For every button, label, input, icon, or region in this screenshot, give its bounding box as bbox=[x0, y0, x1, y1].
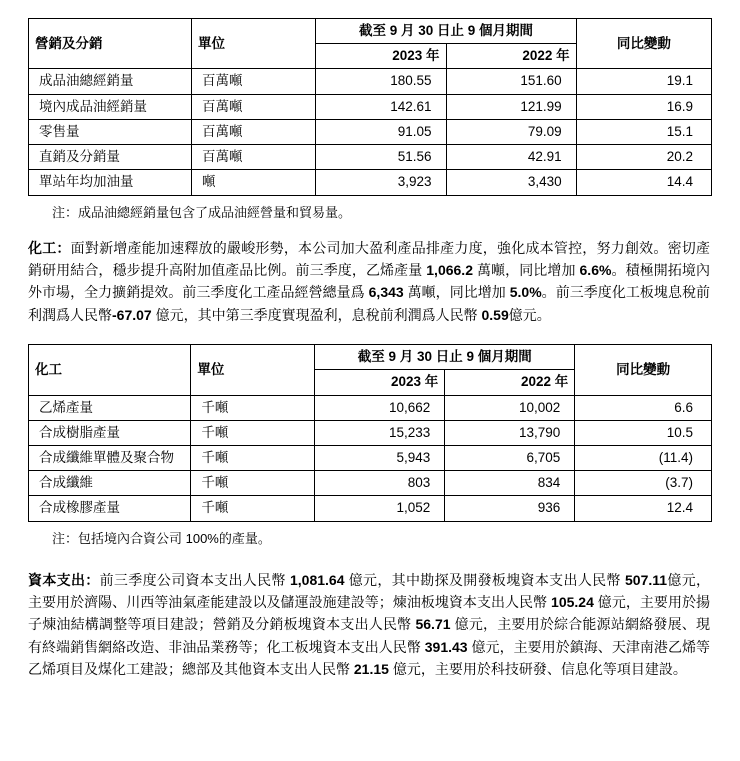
table-header-row bbox=[29, 345, 712, 370]
chem-line4a: 三季度化工板塊息稅前利潤爲人民幣 bbox=[28, 284, 711, 323]
row-label: 合成纖維單體及聚合物 bbox=[29, 445, 191, 470]
chem-line2c: 萬噸，同比增加 bbox=[472, 261, 580, 278]
row-value-2022: 10,002 bbox=[445, 395, 575, 420]
row-unit: 百萬噸 bbox=[191, 94, 315, 119]
capex-marketing: 56.71 bbox=[415, 616, 451, 633]
row-value-2023: 91.05 bbox=[316, 119, 446, 144]
capex-line5c: 億元，主 bbox=[388, 661, 449, 678]
header-year-2023: 2023 年 bbox=[315, 370, 445, 395]
chem-line4c: 億元，其中第三季度實現盈利，息稅前利潤爲人民幣 bbox=[151, 306, 482, 323]
chem-line3c: 萬噸，同比增加 bbox=[403, 284, 510, 301]
row-unit: 百萬噸 bbox=[191, 69, 315, 94]
header-unit-label: 單位 bbox=[191, 345, 315, 395]
row-label: 境內成品油經銷量 bbox=[29, 94, 192, 119]
chemicals-lead: 化工： bbox=[28, 239, 71, 256]
row-value-2022: 6,705 bbox=[445, 445, 575, 470]
row-value-2023: 3,923 bbox=[316, 170, 446, 195]
header-period-label: 截至 9 月 30 日止 9 個月期間 bbox=[315, 345, 575, 370]
capex-line3a: 元，主要用於揚子煉油結構調整等項目建設；營銷及分銷板塊資本支出人民幣 bbox=[28, 594, 711, 633]
row-value-2023: 15,233 bbox=[315, 420, 445, 445]
row-change: 6.6 bbox=[575, 395, 712, 420]
chem-q3-ebit: 0.59 bbox=[481, 306, 509, 323]
row-label: 單站年均加油量 bbox=[29, 170, 192, 195]
row-change: (11.4) bbox=[575, 445, 712, 470]
row-unit: 千噸 bbox=[191, 395, 315, 420]
chem-line2a: 密切產銷研用結合，穩步提升高附加值產品比例。前三季度，乙烯產量 bbox=[28, 239, 711, 278]
row-label: 零售量 bbox=[29, 119, 192, 144]
chem-ebit: -67.07 bbox=[112, 306, 152, 323]
row-label: 乙烯產量 bbox=[29, 395, 191, 420]
chem-line3e: 。前 bbox=[541, 284, 570, 301]
chemicals-table-wrap bbox=[0, 344, 740, 522]
header-change-label: 同比變動 bbox=[576, 19, 711, 69]
capex-refining: 105.24 bbox=[551, 594, 594, 611]
chem-total-volume: 6,343 bbox=[368, 284, 404, 301]
row-label: 合成樹脂產量 bbox=[29, 420, 191, 445]
row-label: 成品油總經銷量 bbox=[29, 69, 192, 94]
capex-exploration: 507.11 bbox=[625, 571, 668, 588]
header-segment-label: 營銷及分銷 bbox=[29, 19, 192, 69]
header-year-2023: 2023 年 bbox=[316, 44, 446, 69]
chemicals-paragraph bbox=[0, 237, 740, 327]
row-change: 15.1 bbox=[576, 119, 711, 144]
chemicals-table bbox=[28, 344, 712, 522]
header-unit-label: 單位 bbox=[191, 19, 315, 69]
row-label: 直銷及分銷量 bbox=[29, 145, 192, 170]
row-label: 合成橡膠產量 bbox=[29, 496, 191, 521]
row-value-2023: 5,943 bbox=[315, 445, 445, 470]
row-value-2023: 1,052 bbox=[315, 496, 445, 521]
row-change: 14.4 bbox=[576, 170, 711, 195]
chemicals-table-note: 注：包括境內合資公司 100%的產量。 bbox=[52, 530, 271, 546]
chem-line5: 億元。 bbox=[508, 306, 551, 323]
table-row bbox=[29, 94, 712, 119]
chem-line1: 面對新增產能加速釋放的嚴峻形勢，本公司加大盈利產品排產力度，強化成本管控，努力創效。 bbox=[70, 239, 668, 256]
table-row bbox=[29, 471, 712, 496]
row-value-2022: 13,790 bbox=[445, 420, 575, 445]
spacer-before-table-2 bbox=[0, 326, 740, 344]
capex-paragraph bbox=[0, 569, 740, 681]
row-value-2022: 3,430 bbox=[446, 170, 576, 195]
table-row bbox=[29, 69, 712, 94]
row-value-2022: 151.60 bbox=[446, 69, 576, 94]
row-unit: 噸 bbox=[191, 170, 315, 195]
row-change: 12.4 bbox=[575, 496, 712, 521]
chem-line2e: 。 bbox=[611, 261, 626, 278]
table-row bbox=[29, 496, 712, 521]
row-change: 19.1 bbox=[576, 69, 711, 94]
capex-chemicals: 391.43 bbox=[424, 638, 468, 655]
capex-total: 1,081.64 bbox=[289, 571, 345, 588]
row-unit: 千噸 bbox=[191, 445, 315, 470]
marketing-distribution-table bbox=[28, 18, 712, 196]
row-change: 16.9 bbox=[576, 94, 711, 119]
capex-corporate: 21.15 bbox=[353, 661, 389, 678]
marketing-table-note: 注：成品油總經銷量包含了成品油經營量和貿易量。 bbox=[52, 204, 352, 220]
table-row bbox=[29, 145, 712, 170]
capex-lead: 資本支出： bbox=[28, 571, 100, 588]
header-year-2022: 2022 年 bbox=[445, 370, 575, 395]
row-unit: 千噸 bbox=[191, 471, 315, 496]
row-value-2023: 803 bbox=[315, 471, 445, 496]
capex-line6: 要用於科技研發、信息化等項目建設。 bbox=[448, 661, 687, 678]
row-label: 合成纖維 bbox=[29, 471, 191, 496]
header-change-label: 同比變動 bbox=[575, 345, 712, 395]
capex-line2c: 億 bbox=[593, 594, 612, 611]
row-unit: 千噸 bbox=[191, 420, 315, 445]
chem-ethylene-growth: 6.6% bbox=[579, 261, 612, 278]
row-value-2022: 834 bbox=[445, 471, 575, 496]
table-row bbox=[29, 395, 712, 420]
spacer-top bbox=[0, 0, 740, 18]
row-value-2023: 180.55 bbox=[316, 69, 446, 94]
header-segment-label: 化工 bbox=[29, 345, 191, 395]
row-value-2022: 936 bbox=[445, 496, 575, 521]
table-row bbox=[29, 119, 712, 144]
table-header-row bbox=[29, 19, 712, 44]
header-period-label: 截至 9 月 30 日止 9 個月期間 bbox=[316, 19, 576, 44]
header-year-2022: 2022 年 bbox=[446, 44, 576, 69]
row-change: 20.2 bbox=[576, 145, 711, 170]
row-value-2022: 121.99 bbox=[446, 94, 576, 119]
chem-total-growth: 5.0% bbox=[509, 284, 542, 301]
row-value-2023: 51.56 bbox=[316, 145, 446, 170]
table-row bbox=[29, 170, 712, 195]
row-value-2022: 42.91 bbox=[446, 145, 576, 170]
row-change: 10.5 bbox=[575, 420, 712, 445]
chem-line3a: 積極開拓境內外市場，全力擴銷提效。前三季度化工產品經營總量爲 bbox=[28, 261, 711, 301]
capex-line1c: 億元，其中勘探及開發板塊資本支出人民幣 bbox=[344, 571, 625, 588]
capex-line4a: 綜合能源站網絡發展、現有終端銷售網絡改造、非油品業務等；化工板塊資本支出人民幣 bbox=[28, 616, 711, 655]
row-unit: 百萬噸 bbox=[191, 145, 315, 170]
spacer-before-capex bbox=[0, 547, 740, 569]
spacer-after-note-1 bbox=[0, 221, 740, 237]
row-unit: 百萬噸 bbox=[191, 119, 315, 144]
capex-line1a: 前三季度公司資本支出人民幣 bbox=[99, 571, 290, 588]
row-unit: 千噸 bbox=[191, 496, 315, 521]
chem-ethylene-output: 1,066.2 bbox=[426, 261, 473, 278]
capex-line2a: 億元，主要用於濟陽、川西等油氣產能建設以及儲運設施建設等；煉油板塊資本支出人民幣 bbox=[28, 571, 711, 611]
row-value-2022: 79.09 bbox=[446, 119, 576, 144]
row-value-2023: 10,662 bbox=[315, 395, 445, 420]
row-value-2023: 142.61 bbox=[316, 94, 446, 119]
table-row bbox=[29, 420, 712, 445]
row-change: (3.7) bbox=[575, 471, 712, 496]
capex-line4c: 億元， bbox=[467, 638, 514, 655]
capex-line3c: 億元，主要用於 bbox=[450, 616, 555, 633]
marketing-table-wrap bbox=[0, 18, 740, 196]
table-row bbox=[29, 445, 712, 470]
capex-line5a: 主要用於鎮海、天津南港乙烯等乙烯項目及煤化工建設；總部及其他資本支出人民幣 bbox=[28, 638, 711, 678]
